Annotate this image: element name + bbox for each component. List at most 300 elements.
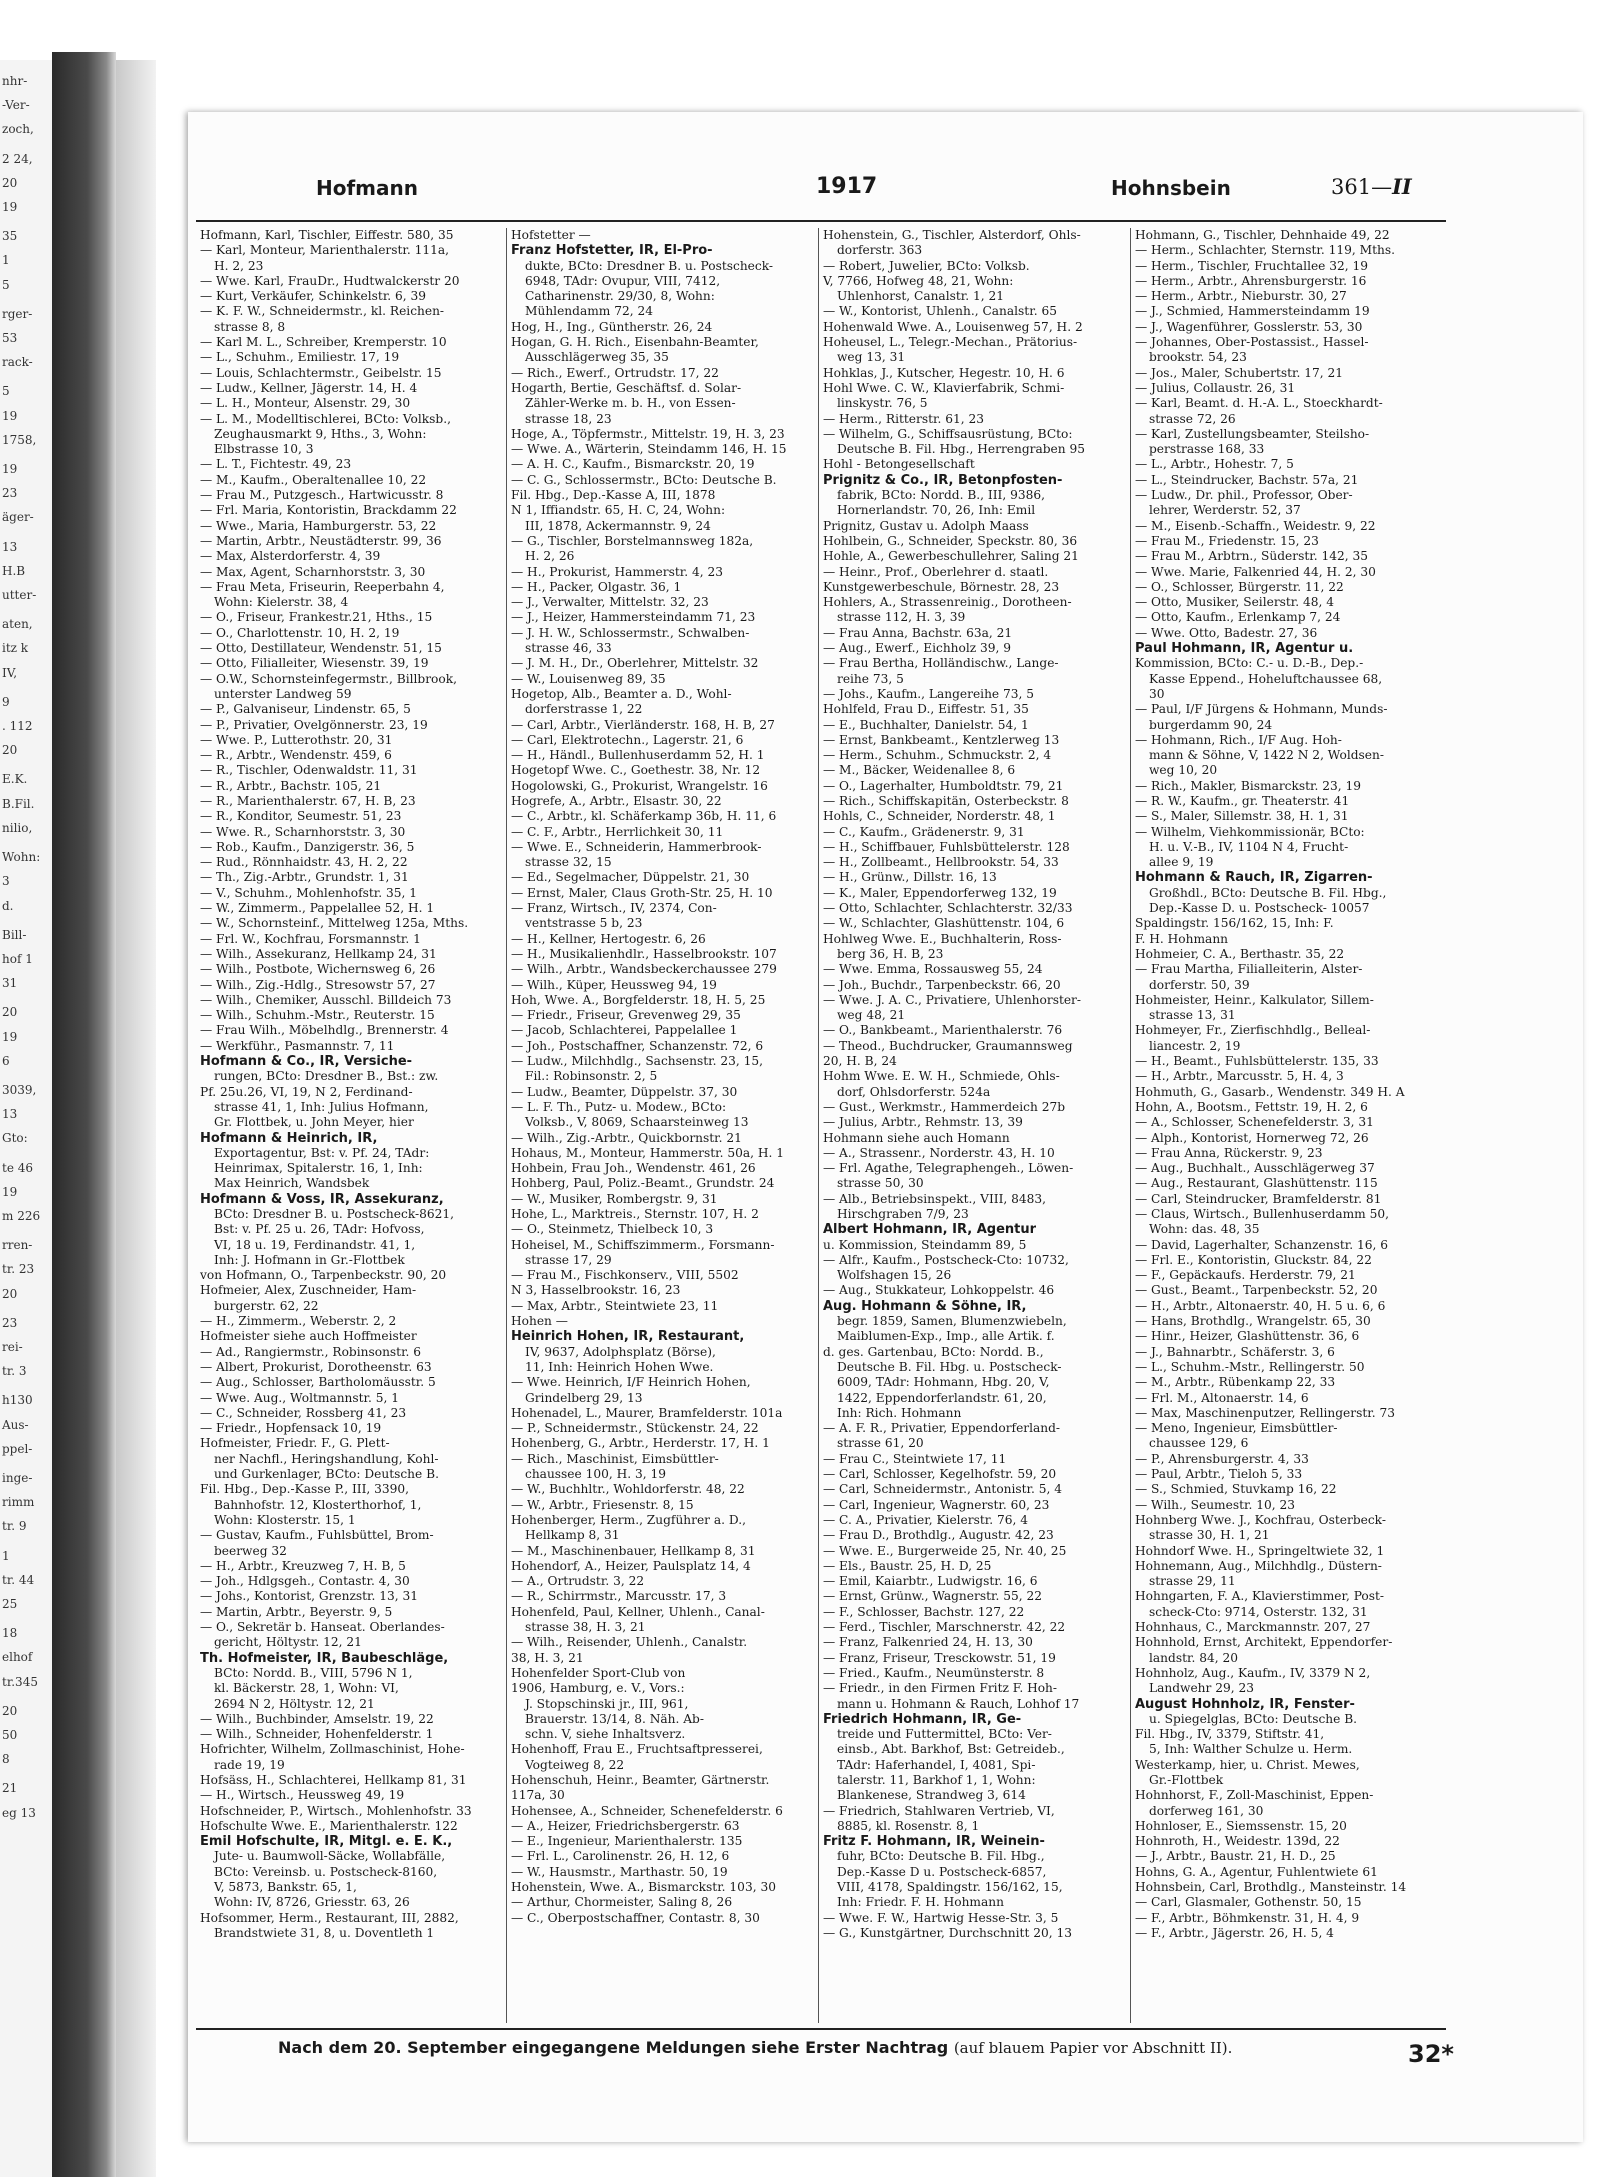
directory-entry: Hofsommer, Herm., Restaurant, III, 2882,	[200, 1910, 459, 1925]
previous-page-fragment: -Ver-	[2, 98, 30, 113]
directory-entry: Kasse Eppend., Hoheluftchaussee 68,	[1149, 671, 1383, 686]
directory-entry: Hofmeister siehe auch Hoffmeister	[200, 1329, 417, 1344]
directory-entry: Hog, H., Ing., Güntherstr. 26, 24	[511, 319, 713, 334]
directory-entry: Hoge, A., Töpfermstr., Mittelstr. 19, H. 3, 23	[511, 426, 785, 441]
previous-page-fragment: 20	[2, 1286, 18, 1301]
directory-entry: strasse 41, 1, Inh: Julius Hofmann,	[214, 1099, 429, 1114]
directory-entry: — Rob., Kaufm., Danzigerstr. 36, 5	[200, 839, 415, 854]
directory-entry: — Rich., Ewerf., Ortrudstr. 17, 22	[511, 365, 719, 380]
directory-entry: — Aug., Restaurant, Glashüttenstr. 115	[1135, 1176, 1378, 1191]
previous-page-fragment: 1758,	[2, 432, 37, 447]
directory-entry: Hellkamp 8, 31	[525, 1528, 620, 1543]
directory-entry: Hohmeier, C. A., Berthastr. 35, 22	[1135, 946, 1345, 961]
directory-entry: — L., Schuhm., Emiliestr. 17, 19	[200, 350, 400, 365]
directory-entry: — Hinr., Heizer, Glashüttenstr. 36, 6	[1135, 1329, 1360, 1344]
directory-entry: — Ad., Rangiermstr., Robinsonstr. 6	[200, 1344, 422, 1359]
directory-entry: — Karl, Beamt. d. H.-A. L., Stoeckhardt-	[1135, 396, 1383, 411]
directory-entry: — Werkführ., Pasmannstr. 7, 11	[200, 1038, 395, 1053]
directory-entry: rungen, BCto: Dresdner B., Bst.: zw.	[214, 1069, 439, 1084]
directory-entry: Blankenese, Strandweg 3, 614	[837, 1788, 1026, 1803]
previous-page-fragment: 3039,	[2, 1082, 37, 1097]
directory-entry: Hohenschuh, Heinr., Beamter, Gärtnerstr.	[511, 1772, 770, 1787]
directory-entry: J. Stopschinski jr., III, 961,	[525, 1696, 689, 1711]
directory-entry: Hohberg, Paul, Poliz.-Beamt., Grundstr. 24	[511, 1176, 775, 1191]
directory-entry: — J., Arbtr., Baustr. 21, H. D., 25	[1135, 1849, 1336, 1864]
directory-entry: — L., Steindrucker, Bachstr. 57a, 21	[1135, 472, 1359, 487]
directory-entry: — Herm., Tischler, Fruchtallee 32, 19	[1135, 258, 1369, 273]
previous-page-fragment: d.	[2, 898, 14, 913]
directory-entry: Bst: v. Pf. 25 u. 26, TAdr: Hofvoss,	[214, 1222, 425, 1237]
directory-entry: — C., Schneider, Rossberg 41, 23	[200, 1405, 407, 1420]
directory-entry: Gr. Flottbek, u. John Meyer, hier	[214, 1115, 414, 1130]
previous-page-fragment: 23	[2, 1315, 18, 1330]
directory-entry: — Karl, Zustellungsbeamter, Steilsho-	[1135, 426, 1370, 441]
previous-page-fragment: 20	[2, 1703, 18, 1718]
directory-entry: Hohenberger, Herm., Zugführer a. D.,	[511, 1512, 746, 1527]
directory-entry: Hohenberg, G., Arbtr., Herderstr. 17, H. 1	[511, 1436, 770, 1451]
directory-entry: — F., Gepäckaufs. Herderstr. 79, 21	[1135, 1268, 1356, 1283]
directory-entry: — Herm., Arbtr., Ahrensburgerstr. 16	[1135, 273, 1367, 288]
directory-entry: — Albert, Prokurist, Dorotheenstr. 63	[200, 1359, 432, 1374]
directory-entry: — Johannes, Ober-Postassist., Hassel-	[1135, 335, 1369, 350]
header-last-entry: Hohnsbein	[1111, 176, 1231, 200]
directory-entry: — Joh., Postschaffner, Schanzenstr. 72, 6	[511, 1038, 764, 1053]
directory-entry: — Joh., Hdlgsgeh., Contastr. 4, 30	[200, 1574, 410, 1589]
directory-entry: Dep.-Kasse D u. Postscheck-6857,	[837, 1864, 1047, 1879]
directory-entry: — Heinr., Prof., Oberlehrer d. staatl.	[823, 564, 1049, 579]
directory-entry: — Emil, Kaiarbtr., Ludwigstr. 16, 6	[823, 1574, 1038, 1589]
directory-entry: — H., Grünw., Dillstr. 16, 13	[823, 870, 997, 885]
directory-entry: — A., Heizer, Friedrichsbergerstr. 63	[511, 1818, 740, 1833]
directory-entry: — A., Ortrudstr. 3, 22	[511, 1574, 645, 1589]
directory-entry: Elbstrasse 10, 3	[214, 442, 314, 457]
directory-entry: Zähler-Werke m. b. H., von Essen-	[525, 396, 736, 411]
directory-entry: 117a, 30	[511, 1788, 565, 1803]
directory-entry: strasse 72, 26	[1149, 411, 1236, 426]
directory-entry: Hohns, G. A., Agentur, Fuhlentwiete 61	[1135, 1864, 1378, 1879]
previous-page-fragment: Bill-	[2, 927, 27, 942]
directory-entry: — V., Schuhm., Mohlenhofstr. 35, 1	[200, 885, 417, 900]
previous-page-fragment: 19	[2, 1184, 18, 1199]
directory-entry: Wohn: Kielerstr. 38, 4	[214, 595, 349, 610]
directory-entry: — Wwe. R., Scharnhorststr. 3, 30	[200, 824, 406, 839]
directory-entry: — O.W., Schornsteinfegermstr., Billbrook,	[200, 671, 457, 686]
directory-entry: Hohlers, A., Strassenreinig., Dorotheen-	[823, 595, 1072, 610]
directory-entry: Hofstetter —	[511, 228, 591, 242]
directory-entry: — Otto, Kaufm., Erlenkamp 7, 24	[1135, 610, 1341, 625]
previous-page-fragment: 20	[2, 743, 18, 758]
directory-entry: — A., Schlosser, Schenefelderstr. 3, 31	[1135, 1115, 1374, 1130]
directory-entry: — J., Schmied, Hammersteindamm 19	[1135, 304, 1370, 319]
directory-entry: — Wilh., Arbtr., Wandsbeckerchaussee 279	[511, 962, 777, 977]
directory-entry: — Louis, Schlachtermstr., Geibelstr. 15	[200, 365, 442, 380]
directory-entry: F. H. Hohmann	[1135, 931, 1229, 946]
directory-entry: Wohn: das. 48, 35	[1149, 1222, 1260, 1237]
directory-entry: brookstr. 54, 23	[1149, 350, 1247, 365]
previous-page-fragment: Aus-	[2, 1417, 29, 1432]
directory-entry: Franz Hofstetter, IR, El-Pro-	[511, 243, 713, 259]
directory-entry: Hogrefe, A., Arbtr., Elsastr. 30, 22	[511, 793, 722, 808]
directory-entry: dorferweg 161, 30	[1149, 1803, 1264, 1818]
directory-entry: Inh: Friedr. F. H. Hohmann	[837, 1895, 1004, 1910]
directory-entry: fuhr, BCto: Deutsche B. Fil. Hbg.,	[837, 1849, 1045, 1864]
directory-entry: — R., Marienthalerstr. 67, H. B, 23	[200, 793, 416, 808]
directory-entry: — A., Strassenr., Norderstr. 43, H. 10	[823, 1145, 1055, 1160]
previous-page-fragment: 35	[2, 229, 18, 244]
directory-entry: — Carl, Schneidermstr., Antonistr. 5, 4	[823, 1482, 1063, 1497]
directory-entry: linskystr. 76, 5	[837, 396, 928, 411]
directory-entry: d. ges. Gartenbau, BCto: Nordd. B.,	[823, 1344, 1044, 1359]
directory-entry: Hohklas, J., Kutscher, Hegestr. 10, H. 6	[823, 365, 1065, 380]
directory-entry: — Ernst, Bankbeamt., Kentzlerweg 13	[823, 732, 1060, 747]
previous-page-fragment: 1	[2, 253, 10, 268]
directory-entry: Hohle, A., Gewerbeschullehrer, Saling 21	[823, 549, 1079, 564]
directory-entry: 6009, TAdr: Hohmann, Hbg. 20, V,	[837, 1375, 1050, 1390]
previous-page-fragment: 8	[2, 1752, 10, 1767]
directory-entry: — M., Kaufm., Oberaltenallee 10, 22	[200, 472, 427, 487]
directory-entry: — Wilhelm, G., Schiffsausrüstung, BCto:	[823, 426, 1073, 441]
directory-entry: strasse 32, 15	[525, 855, 612, 870]
previous-page-fragment: te 46	[2, 1160, 34, 1175]
directory-entry: — Carl, Arbtr., Vierländerstr. 168, H. B, 27	[511, 717, 775, 732]
directory-entry: Hogan, G. H. Rich., Eisenbahn-Beamter,	[511, 335, 759, 350]
directory-entry: Hoh, Wwe. A., Borgfelderstr. 18, H. 5, 25	[511, 992, 766, 1007]
directory-entry: — Wilh., Schneider, Hohenfelderstr. 1	[200, 1727, 434, 1742]
previous-page-fragment: itz k	[2, 641, 29, 656]
directory-entry: Hornerlandstr. 70, 26, Inh: Emil	[837, 503, 1036, 518]
directory-entry: BCto: Nordd. B., VIII, 5796 N 1,	[214, 1665, 413, 1680]
directory-entry: Brandstwiete 31, 8, u. Doventleth 1	[214, 1925, 435, 1940]
directory-entry: — Friedr., in den Firmen Fritz F. Hoh-	[823, 1681, 1058, 1696]
directory-entry: VIII, 4178, Spaldingstr. 156/162, 15,	[837, 1880, 1063, 1895]
directory-entry: BCto: Vereinsb. u. Postscheck-8160,	[214, 1864, 438, 1879]
directory-entry: 1906, Hamburg, e. V., Vors.:	[511, 1681, 685, 1696]
directory-entry: 5, Inh: Walther Schulze u. Herm.	[1149, 1742, 1353, 1757]
directory-entry: — L. F. Th., Putz- u. Modew., BCto:	[511, 1099, 727, 1114]
directory-entry: — Th., Zig.-Arbtr., Grundstr. 1, 31	[200, 870, 409, 885]
directory-entry: — W., Hausmstr., Marthastr. 50, 19	[511, 1864, 728, 1879]
directory-entry: — Frau M., Friedenstr. 15, 23	[1135, 533, 1319, 548]
directory-entry: — R. W., Kaufm., gr. Theaterstr. 41	[1135, 793, 1350, 808]
directory-entry: — Ludw., Dr. phil., Professor, Ober-	[1135, 488, 1353, 503]
directory-entry: — K. F. W., Schneidermstr., kl. Reichen-	[200, 304, 445, 319]
directory-entry: — Rud., Rönnhaidstr. 43, H. 2, 22	[200, 855, 408, 870]
directory-entry: — Rich., Schiffskapitän, Osterbeckstr. 8	[823, 793, 1069, 808]
previous-page-fragment: h130	[2, 1393, 33, 1408]
directory-entry: — Meno, Ingenieur, Eimsbüttler-	[1135, 1421, 1338, 1436]
directory-entry: — Frl. L., Carolinenstr. 26, H. 12, 6	[511, 1849, 730, 1864]
directory-entry: Pf. 25u.26, VI, 19, N 2, Ferdinand-	[200, 1084, 413, 1099]
previous-page-fragment: nhr-	[2, 74, 28, 88]
directory-entry: Exportagentur, Bst: v. Pf. 24, TAdr:	[214, 1145, 430, 1160]
previous-page-fragment: tr.345	[2, 1674, 38, 1689]
directory-entry: — Wwe. Marie, Falkenried 44, H. 2, 30	[1135, 564, 1376, 579]
directory-entry: Hogetopf Wwe. C., Goethestr. 38, Nr. 12	[511, 763, 761, 778]
directory-entry: — Wilh., Assekuranz, Hellkamp 24, 31	[200, 946, 437, 961]
directory-entry: Jute- u. Baumwoll-Säcke, Wollabfälle,	[214, 1849, 446, 1864]
previous-page-fragment: 6	[2, 1053, 10, 1068]
directory-entry: — O., Sekretär b. Hanseat. Oberlandes-	[200, 1620, 445, 1635]
directory-entry: Fil. Hbg., Dep.-Kasse A, III, 1878	[511, 488, 716, 503]
directory-entry: — Wilh., Postbote, Wichernsweg 6, 26	[200, 962, 436, 977]
directory-entry: — O., Bankbeamt., Marienthalerstr. 76	[823, 1023, 1063, 1038]
directory-entry: Inh: Rich. Hohmann	[837, 1405, 962, 1420]
directory-entry: — G., Kunstgärtner, Durchschnitt 20, 13	[823, 1925, 1072, 1940]
directory-entry: Paul Hohmann, IR, Agentur u.	[1135, 641, 1354, 657]
column-1	[196, 228, 500, 2023]
header-page-number: 361—II	[1331, 174, 1412, 199]
directory-entry: Wohn: Klosterstr. 15, 1	[214, 1512, 356, 1527]
directory-entry: Hohe, L., Marktreis., Sternstr. 107, H. 2	[511, 1207, 759, 1221]
directory-entry: — Herm., Ritterstr. 61, 23	[823, 411, 984, 426]
directory-entry: — R., Konditor, Seumestr. 51, 23	[200, 809, 402, 824]
directory-entry: — C., Oberpostschaffner, Contastr. 8, 30	[511, 1910, 760, 1925]
directory-entry: Hohnsbein, Carl, Brothdlg., Mansteinstr. 14	[1135, 1880, 1407, 1895]
directory-entry: — Franz, Falkenried 24, H. 13, 30	[823, 1635, 1033, 1650]
directory-entry: Hohlweg Wwe. E., Buchhalterin, Ross-	[823, 931, 1062, 946]
directory-entry: — Wilhelm, Viehkommissionär, BCto:	[1135, 824, 1365, 839]
directory-entry: Hofsäss, H., Schlachterei, Hellkamp 81, 31	[200, 1772, 467, 1787]
signature-mark: 32*	[1408, 2040, 1454, 2068]
directory-entry: — Aug., Buchhalt., Ausschlägerweg 37	[1135, 1161, 1375, 1176]
directory-entry: — O., Friseur, Frankestr.21, Hths., 15	[200, 610, 433, 625]
directory-entry: — H., Musikalienhdlr., Hasselbrookstr. 107	[511, 946, 777, 961]
previous-page-fragment: 3	[2, 874, 10, 889]
directory-entry: — Wilh., Seumestr. 10, 23	[1135, 1497, 1295, 1512]
previous-page-fragment: 20	[2, 1005, 18, 1020]
directory-entry: — Friedr., Hopfensack 10, 19	[200, 1421, 382, 1436]
directory-entry: Prignitz & Co., IR, Betonpfosten-	[823, 472, 1063, 488]
directory-entry: Fil. Hbg., IV, 3379, Stiftstr. 41,	[1135, 1727, 1325, 1742]
directory-entry: Maiblumen-Exp., Imp., alle Artik. f.	[837, 1329, 1055, 1344]
directory-entry: — Martin, Arbtr., Beyerstr. 9, 5	[200, 1604, 393, 1619]
previous-page-fragment: tr. 3	[2, 1364, 27, 1379]
directory-entry: — Wilh., Küper, Heussweg 94, 19	[511, 977, 717, 992]
directory-entry: strasse 29, 11	[1149, 1574, 1236, 1589]
directory-entry: liancestr. 2, 19	[1149, 1038, 1241, 1053]
previous-page-fragment: 19	[2, 462, 18, 477]
previous-page-fragment: tr. 9	[2, 1519, 27, 1534]
directory-entry: Emil Hofschulte, IR, Mitgl. e. E. K.,	[200, 1834, 453, 1850]
directory-entry: — Ludw., Kellner, Jägerstr. 14, H. 4	[200, 380, 418, 395]
directory-entry: — Wilh., Chemiker, Ausschl. Billdeich 73	[200, 992, 452, 1007]
directory-entry: — Ernst, Grünw., Wagnerstr. 55, 22	[823, 1589, 1042, 1604]
directory-entry: Fritz F. Hohmann, IR, Weinein-	[823, 1834, 1045, 1850]
directory-entry: — Jacob, Schlachterei, Pappelallee 1	[511, 1023, 738, 1038]
directory-entry: — Julius, Arbtr., Rehmstr. 13, 39	[823, 1115, 1023, 1130]
directory-entry: — P., Galvaniseur, Lindenstr. 65, 5	[200, 702, 411, 717]
directory-entry: 1422, Eppendorferlandstr. 61, 20,	[837, 1390, 1047, 1405]
directory-entry: Kommission, BCto: C.- u. D.-B., Dep.-	[1135, 656, 1364, 671]
directory-entry: N 1, Iffiandstr. 65, H. C, 24, Wohn:	[511, 503, 726, 518]
directory-entry: — Kurt, Verkäufer, Schinkelstr. 6, 39	[200, 289, 427, 304]
directory-entry: Hohmann, G., Tischler, Dehnhaide 49, 22	[1135, 228, 1390, 242]
directory-entry: Hohmuth, G., Gasarb., Wendenstr. 349 H. A	[1135, 1084, 1405, 1099]
directory-entry: — H., Kellner, Hertogestr. 6, 26	[511, 931, 706, 946]
previous-page-edge	[0, 60, 52, 2177]
previous-page-fragment: B.Fil.	[2, 796, 35, 811]
previous-page-fragment: H.B	[2, 563, 26, 578]
directory-entry: chaussee 100, H. 3, 19	[525, 1467, 666, 1482]
directory-entry: — Wilh., Reisender, Uhlenh., Canalstr.	[511, 1635, 748, 1650]
directory-entry: Hohnhold, Ernst, Architekt, Eppendorfer-	[1135, 1635, 1393, 1650]
directory-entry: dorf, Ohlsdorferstr. 524a	[837, 1084, 991, 1099]
directory-entry: — J., Verwalter, Mittelstr. 32, 23	[511, 595, 709, 610]
directory-entry: Fil. Hbg., Dep.-Kasse P., III, 3390,	[200, 1482, 410, 1497]
directory-entry: perstrasse 168, 33	[1149, 442, 1265, 457]
directory-entry: 20, H. B, 24	[823, 1054, 897, 1069]
directory-entry: strasse 30, H. 1, 21	[1149, 1528, 1270, 1543]
directory-entry: — A. H. C., Kaufm., Bismarckstr. 20, 19	[511, 457, 755, 472]
directory-entry: — K., Maler, Eppendorferweg 132, 19	[823, 885, 1057, 900]
directory-entry: strasse 38, H. 3, 21	[525, 1620, 646, 1635]
directory-entry: — W., Louisenweg 89, 35	[511, 671, 666, 686]
directory-entry: — H., Zollbeamt., Hellbrookstr. 54, 33	[823, 855, 1059, 870]
previous-page-fragment: 2 24,	[2, 151, 33, 166]
directory-entry: Hofmeister, Friedr. F., G. Plett-	[200, 1436, 390, 1451]
directory-entry: Hohmeyer, Fr., Zierfischhdlg., Belleal-	[1135, 1023, 1371, 1038]
directory-entry: — L., Schuhm.-Mstr., Rellingerstr. 50	[1135, 1359, 1365, 1374]
directory-entry: — Herm., Schlachter, Sternstr. 119, Mths.	[1135, 243, 1395, 258]
directory-entry: Th. Hofmeister, IR, Baubeschläge,	[200, 1650, 449, 1666]
directory-page	[188, 112, 1583, 2142]
directory-entry: und Gurkenlager, BCto: Deutsche B.	[214, 1467, 439, 1482]
directory-entry: Hohl - Betongesellschaft	[823, 457, 975, 472]
directory-entry: Hohnroth, H., Weidestr. 139d, 22	[1135, 1834, 1340, 1849]
directory-entry: Heinrich Hohen, IR, Restaurant,	[511, 1329, 745, 1345]
directory-entry: — M., Maschinenbauer, Hellkamp 8, 31	[511, 1543, 756, 1558]
directory-entry: Hohnloser, E., Siemssenstr. 15, 20	[1135, 1818, 1347, 1833]
directory-entry: Hirschgraben 7/9, 23	[837, 1207, 969, 1221]
previous-page-fragment: nilio,	[2, 820, 33, 835]
directory-entry: — Aug., Schlosser, Bartholomäusstr. 5	[200, 1375, 436, 1390]
page-header	[196, 170, 1446, 204]
directory-entry: — Theod., Buchdrucker, Graumannsweg	[823, 1038, 1073, 1053]
directory-entry: strasse 112, H. 3, 39	[837, 610, 966, 625]
directory-entry: — Robert, Juwelier, BCto: Volksb.	[823, 258, 1030, 273]
directory-entry: fabrik, BCto: Nordd. B., III, 9386,	[837, 488, 1045, 503]
directory-entry: — Frau M., Fischkonserv., VIII, 5502	[511, 1268, 739, 1283]
directory-entry: — S., Schmied, Stuvkamp 16, 22	[1135, 1482, 1337, 1497]
directory-entry: dorferstrasse 1, 22	[525, 702, 643, 717]
directory-entry: Hohnberg Wwe. J., Kochfrau, Osterbeck-	[1135, 1512, 1386, 1527]
directory-entry: H. 2, 26	[525, 549, 575, 564]
directory-entry: — Wwe., Maria, Hamburgerstr. 53, 22	[200, 518, 437, 533]
directory-entry: Hohensee, A., Schneider, Schenefelderstr. 6	[511, 1803, 783, 1818]
directory-entry: lehrer, Werderstr. 52, 37	[1149, 503, 1301, 518]
previous-page-fragment: rren-	[2, 1238, 33, 1253]
directory-entry: Volksb., V, 8069, Schaarsteinweg 13	[525, 1115, 749, 1130]
directory-entry: — Frau Meta, Friseurin, Reeperbahn 4,	[200, 579, 445, 594]
directory-entry: Hohndorf Wwe. H., Springeltwiete 32, 1	[1135, 1543, 1385, 1558]
directory-entry: Vogteiweg 8, 22	[525, 1757, 625, 1772]
directory-entry: — F., Schlosser, Bachstr. 127, 22	[823, 1604, 1025, 1619]
directory-entry: Wohn: IV, 8726, Griesstr. 63, 26	[214, 1895, 410, 1910]
directory-entry: Hohmeister, Heinr., Kalkulator, Sillem-	[1135, 992, 1374, 1007]
directory-entry: IV, 9637, Adolphsplatz (Börse),	[525, 1344, 716, 1359]
directory-entry: — Wwe. A., Wärterin, Steindamm 146, H. 15	[511, 442, 787, 457]
directory-entry: — Aug., Stukkateur, Lohkoppelstr. 46	[823, 1283, 1055, 1298]
directory-entry: — O., Schlosser, Bürgerstr. 11, 22	[1135, 579, 1344, 594]
directory-entry: — Wwe. F. W., Hartwig Hesse-Str. 3, 5	[823, 1910, 1059, 1925]
directory-entry: Catharinenstr. 29/30, 8, Wohn:	[525, 289, 715, 304]
directory-entry: — C. A., Privatier, Kielerstr. 76, 4	[823, 1512, 1028, 1527]
directory-entry: — H., Arbtr., Kreuzweg 7, H. B, 5	[200, 1558, 406, 1573]
directory-entry: — Max, Maschinenputzer, Rellingerstr. 73	[1135, 1405, 1395, 1420]
directory-entry: Dep.-Kasse D. u. Postscheck- 10057	[1149, 901, 1370, 916]
directory-entry: — J., Heizer, Hammersteindamm 71, 23	[511, 610, 756, 625]
directory-entry: Hohenfelder Sport-Club von	[511, 1665, 686, 1680]
directory-entry: strasse 8, 8	[214, 319, 286, 334]
directory-entry: — Wilh., Zig.-Hdlg., Stresowstr 57, 27	[200, 977, 436, 992]
directory-entry: Hohlfeld, Frau D., Eiffestr. 51, 35	[823, 702, 1029, 717]
directory-entry: 8885, kl. Rosenstr. 8, 1	[837, 1818, 980, 1833]
column-3	[818, 228, 1123, 2023]
directory-entry: — W., Kontorist, Uhlenh., Canalstr. 65	[823, 304, 1057, 319]
directory-entry: Hoheusel, L., Telegr.-Mechan., Prätorius-	[823, 335, 1078, 350]
directory-entry: — Aug., Ewerf., Eichholz 39, 9	[823, 641, 1012, 656]
directory-entry: Hohls, C., Schneider, Norderstr. 48, 1	[823, 809, 1056, 824]
directory-entry: Hofschneider, P., Wirtsch., Mohlenhofstr. 33	[200, 1803, 472, 1818]
directory-entry: strasse 17, 29	[525, 1252, 612, 1267]
directory-columns	[196, 220, 1446, 2027]
directory-entry: — Ferd., Tischler, Marschnerstr. 42, 22	[823, 1620, 1066, 1635]
directory-entry: weg 13, 31	[837, 350, 906, 365]
directory-entry: — Gust., Beamt., Tarpenbeckstr. 52, 20	[1135, 1283, 1378, 1298]
directory-entry: burgerdamm 90, 24	[1149, 717, 1273, 732]
directory-entry: 11, Inh: Heinrich Hohen Wwe.	[525, 1359, 714, 1374]
previous-page-fragment: eg 13	[2, 1805, 36, 1820]
directory-entry: Großhdl., BCto: Deutsche B. Fil. Hbg.,	[1149, 885, 1387, 900]
directory-entry: — Frl. W., Kochfrau, Forsmannstr. 1	[200, 931, 421, 946]
directory-entry: dorferstr. 363	[837, 243, 923, 258]
directory-entry: talerstr. 11, Barkhof 1, 1, Wohn:	[837, 1772, 1036, 1787]
directory-entry: — J., Wagenführer, Gosslerstr. 53, 30	[1135, 319, 1363, 334]
directory-entry: — Joh., Buchdr., Tarpenbeckstr. 66, 20	[823, 977, 1061, 992]
previous-page-fragment: hof 1	[2, 951, 33, 966]
directory-entry: — O., Steinmetz, Thielbeck 10, 3	[511, 1222, 714, 1237]
previous-page-fragment: tr. 23	[2, 1262, 35, 1277]
directory-entry: u. Kommission, Steindamm 89, 5	[823, 1237, 1027, 1252]
directory-entry: Aug. Hohmann & Söhne, IR,	[823, 1298, 1027, 1314]
directory-entry: Bahnhofstr. 12, Klosterthorhof, 1,	[214, 1497, 422, 1512]
directory-entry: Hofmann & Voss, IR, Assekuranz,	[200, 1191, 444, 1207]
directory-entry: — R., Arbtr., Bachstr. 105, 21	[200, 778, 382, 793]
previous-page-fragment: 13	[2, 1107, 18, 1122]
directory-entry: — Rich., Makler, Bismarckstr. 23, 19	[1135, 778, 1362, 793]
previous-page-fragment: m 226	[2, 1208, 41, 1223]
directory-entry: — C., Arbtr., kl. Schäferkamp 36b, H. 11, 6	[511, 809, 777, 824]
previous-page-fragment: Gto:	[2, 1131, 28, 1146]
directory-entry: August Hohnholz, IR, Fenster-	[1135, 1696, 1355, 1712]
directory-entry: beerweg 32	[214, 1543, 287, 1558]
directory-entry: — O., Lagerhalter, Humboldtstr. 79, 21	[823, 778, 1064, 793]
directory-entry: — H., Schiffbauer, Fuhlsbüttelerstr. 128	[823, 839, 1070, 854]
directory-entry: — Wwe. Otto, Badestr. 27, 36	[1135, 625, 1318, 640]
directory-entry: — Paul, I/F Jürgens & Hohmann, Munds-	[1135, 702, 1388, 717]
directory-entry: — Otto, Schlachter, Schlachterstr. 32/33	[823, 901, 1073, 916]
directory-entry: Hohendorf, A., Heizer, Paulsplatz 14, 4	[511, 1558, 751, 1573]
directory-entry: — M., Arbtr., Rübenkamp 22, 33	[1135, 1375, 1336, 1390]
directory-entry: — C. G., Schlossermstr., BCto: Deutsche B.	[511, 472, 777, 487]
directory-entry: — A. F. R., Privatier, Eppendorferland-	[823, 1421, 1061, 1436]
directory-entry: — H., Wirtsch., Heussweg 49, 19	[200, 1788, 405, 1803]
directory-entry: — Wilh., Buchbinder, Amselstr. 19, 22	[200, 1711, 434, 1726]
directory-entry: — S., Maler, Sillemstr. 38, H. 1, 31	[1135, 809, 1349, 824]
directory-entry: Landwehr 29, 23	[1149, 1681, 1254, 1696]
directory-entry: — Julius, Collaustr. 26, 31	[1135, 380, 1296, 395]
previous-page-fragment: 25	[2, 1596, 18, 1611]
